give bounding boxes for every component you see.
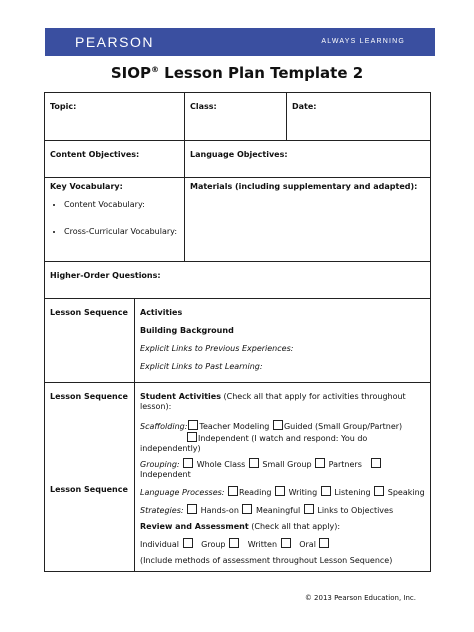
grouping-label: Grouping:: [140, 460, 180, 469]
cross-curricular-vocabulary-item: • Cross-Curricular Vocabulary:: [64, 227, 179, 237]
review-assessment-bold: Review and Assessment: [140, 522, 249, 531]
links-past-learning: Explicit Links to Past Learning:: [140, 362, 263, 371]
speaking-checkbox[interactable]: [374, 486, 384, 496]
listening-label: Listening: [334, 488, 371, 497]
row-vocabulary: [45, 178, 431, 262]
banner-tagline: ALWAYS LEARNING: [321, 38, 405, 45]
independent-checkbox[interactable]: [187, 432, 197, 442]
independent-group-label: Independent: [140, 470, 191, 479]
include-methods-note: (Include methods of assessment throughout Lesson Sequence): [140, 556, 393, 565]
meaningful-label: Meaningful: [255, 506, 301, 515]
row-topic: [45, 93, 431, 141]
date-label: Date:: [292, 102, 317, 111]
content-objectives-label: Content Objectives:: [50, 150, 140, 159]
writing-checkbox[interactable]: [275, 486, 285, 496]
lesson-sequence-label-3: Lesson Sequence: [50, 485, 128, 494]
group-label: Group: [201, 540, 226, 549]
teacher-modeling-checkbox[interactable]: [188, 420, 198, 430]
topic-label: Topic:: [50, 102, 77, 111]
class-label: Class:: [190, 102, 217, 111]
speaking-label: Speaking: [387, 488, 425, 497]
building-background-heading: Building Background: [140, 326, 234, 335]
review-assessment-note: (Check all that apply):: [248, 522, 341, 531]
meaningful-checkbox[interactable]: [242, 504, 252, 514]
student-activities-bold: Student Activities: [140, 392, 221, 401]
student-activities-heading: [140, 392, 425, 412]
hands-on-label: Hands-on: [200, 506, 239, 515]
row-lesson-sequence-1: [45, 299, 431, 383]
language-processes-label: Language Processes:: [140, 488, 225, 497]
higher-order-questions-field[interactable]: [45, 262, 431, 299]
pearson-banner: [45, 28, 435, 56]
higher-order-questions-label: Higher-Order Questions:: [50, 271, 161, 280]
strategies-label: Strategies:: [140, 506, 184, 515]
materials-label: Materials (including supplementary and adapted):: [190, 182, 418, 191]
links-to-objectives-label: Links to Objectives: [317, 506, 394, 515]
lesson-plan-table: [44, 92, 431, 572]
activities-heading: Activities: [140, 308, 183, 317]
links-previous-experiences: Explicit Links to Previous Experiences:: [140, 344, 294, 353]
lesson-sequence-label: Lesson Sequence: [45, 299, 135, 383]
individual-label: Individual: [140, 540, 179, 549]
guided-checkbox[interactable]: [273, 420, 283, 430]
writing-label: Writing: [288, 488, 318, 497]
listening-checkbox[interactable]: [321, 486, 331, 496]
group-checkbox[interactable]: [229, 538, 239, 548]
independent-group-checkbox[interactable]: [371, 458, 381, 468]
individual-checkbox[interactable]: [183, 538, 193, 548]
reading-label: Reading: [239, 488, 272, 497]
partners-checkbox[interactable]: [315, 458, 325, 468]
row-lesson-sequence-2: [45, 383, 431, 572]
lesson-sequence-label-2: Lesson Sequence: [50, 392, 128, 401]
written-label: Written: [247, 540, 278, 549]
date-field[interactable]: [287, 93, 431, 141]
content-objectives-field[interactable]: [45, 141, 185, 178]
small-group-label: Small Group: [262, 460, 312, 469]
lesson-sequence-column: [45, 383, 135, 572]
scaffolding-label: Scaffolding:: [140, 422, 188, 431]
page-title: [0, 64, 474, 82]
grouping-group: [140, 458, 425, 480]
pearson-logo: PEARSON: [75, 34, 154, 50]
key-vocabulary-field[interactable]: [45, 178, 185, 262]
small-group-checkbox[interactable]: [249, 458, 259, 468]
title-main: SIOP: [110, 64, 151, 82]
class-field[interactable]: [185, 93, 287, 141]
title-registered-mark: ®: [150, 65, 159, 74]
topic-field[interactable]: [45, 93, 185, 141]
copyright-footer: © 2013 Pearson Education, Inc.: [304, 594, 416, 602]
key-vocabulary-label: Key Vocabulary:: [50, 182, 123, 191]
content-vocabulary-item: • Content Vocabulary:: [64, 200, 179, 210]
assessment-options-group: [140, 538, 425, 550]
partners-label: Partners: [328, 460, 362, 469]
guided-label: Guided (Small Group/Partner): [283, 422, 403, 431]
teacher-modeling-label: Teacher Modeling: [199, 422, 270, 431]
links-to-objectives-checkbox[interactable]: [304, 504, 314, 514]
written-checkbox[interactable]: [281, 538, 291, 548]
activities-field[interactable]: [135, 299, 431, 383]
whole-class-checkbox[interactable]: [183, 458, 193, 468]
oral-checkbox[interactable]: [319, 538, 329, 548]
student-activities-field: [135, 383, 431, 572]
title-rest: Lesson Plan Template 2: [158, 64, 364, 82]
reading-checkbox[interactable]: [228, 486, 238, 496]
row-objectives: [45, 141, 431, 178]
student-activities-note: (Check all that apply for activities throughout lesson):: [140, 392, 406, 411]
oral-label: Oral: [299, 540, 316, 549]
language-objectives-field[interactable]: [185, 141, 431, 178]
hands-on-checkbox[interactable]: [187, 504, 197, 514]
review-assessment-heading: [140, 522, 425, 532]
materials-field[interactable]: [185, 178, 431, 262]
row-higher-order: [45, 262, 431, 299]
scaffolding-group: [140, 420, 425, 458]
strategies-group: [140, 504, 425, 516]
whole-class-label: Whole Class: [196, 460, 246, 469]
language-objectives-label: Language Objectives:: [190, 150, 288, 159]
language-processes-group: [140, 486, 425, 498]
independent-label: Independent (I watch and respond: You do independently): [140, 434, 368, 453]
